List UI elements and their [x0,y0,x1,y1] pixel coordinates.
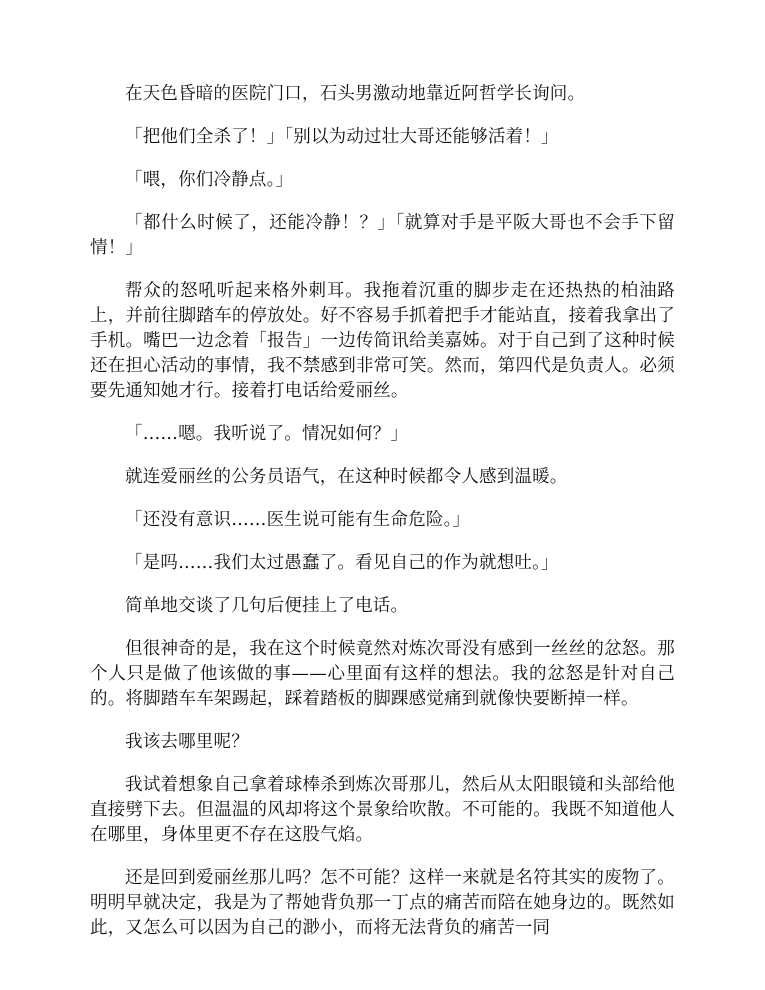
paragraph-3: 「喂，你们冷静点。」 [125,170,294,190]
paragraph-10: 简单地交谈了几句后便挂上了电话。 [125,596,409,616]
paragraph-13: 我试着想象自己拿着球棒杀到炼次哥那儿，然后从太阳眼镜和头部给他直接劈下去。但温温的风却将这个景象给吹散。不可能的。我既不知道他人在哪里，身体里更不存在这股气焰。 [90,775,675,845]
paragraph-7: 就连爱丽丝的公务员语气，在这种时候都令人感到温暖。 [125,467,568,487]
paragraph-6: 「……嗯。我听说了。情况如何？」 [125,424,409,444]
paragraph-2: 「把他们全杀了！」「别以为动过壮大哥还能够活着！」 [125,127,559,147]
paragraph-12: 我该去哪里呢？ [125,732,249,752]
paragraph-11: 但很神奇的是，我在这个时候竟然对炼次哥没有感到一丝丝的忿怒。那个人只是做了他该做的事——心里面有这样的想法。我的忿怒是针对自己的。将脚踏车车架踢起，踩着踏板的脚踝感觉痛到就像快要断掉一样。 [90,639,675,709]
paragraph-4: 「都什么时候了，还能冷静！？」「就算对手是平阪大哥也不会手下留情！」 [90,213,675,258]
paragraph-8: 「还没有意识……医生说可能有生命危险。」 [125,510,471,530]
paragraph-5: 帮众的怒吼听起来格外刺耳。我拖着沉重的脚步走在还热热的柏油路上，并前往脚踏车的停放处。好不容易手抓着把手才能站直，接着我拿出了手机。嘴巴一边念着「报告」一边传简讯给美嘉姊。对于自己到了这种时候还在担心活动的事情，我不禁感到非常可笑。然而，第四代是负责人。必须要先通知她才行。接着打电话给爱丽丝。 [90,281,675,401]
page-body [90,82,675,959]
paragraph-9: 「是吗……我们太过愚蠢了。看见自己的作为就想吐。」 [125,553,559,573]
paragraph-1: 在天色昏暗的医院门口，石头男激动地靠近阿哲学长询问。 [125,84,586,104]
paragraph-14: 还是回到爱丽丝那儿吗？怎不可能？这样一来就是名符其实的废物了。明明早就决定，我是为了帮她背负那一丁点的痛苦而陪在她身边的。既然如此，又怎么可以因为自己的渺小，而将无法背负的痛苦一同 [90,868,675,938]
